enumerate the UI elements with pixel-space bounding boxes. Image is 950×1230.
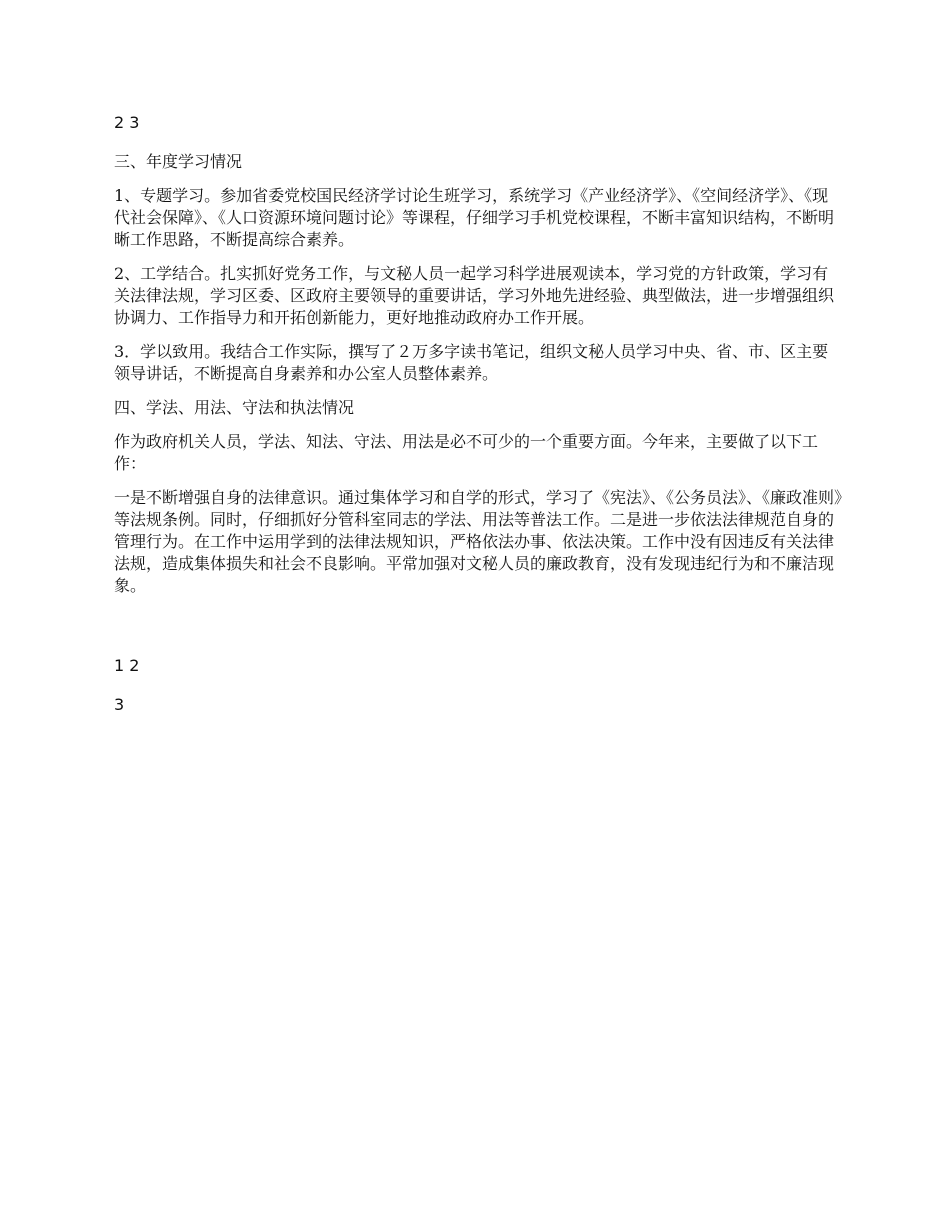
top-page-number: 2 3 (114, 113, 140, 132)
paragraph-item-2: 2、工学结合。扎实抓好党务工作，与文秘人员一起学习科学进展观读本，学习党的方针政策，学习有关法律法规，学习区委、区政府主要领导的重要讲话，学习外地先进经验、典型做法，进一步增强组织协调力、工作指导力和开拓创新能力，更好地推动政府办工作开展。 (114, 264, 835, 327)
spacer (114, 173, 842, 185)
spacer (114, 597, 842, 655)
spacer (114, 677, 842, 694)
section-4-heading: 四、学法、用法、守法和执法情况 (114, 398, 355, 417)
paragraph-item-1: 1、专题学习。参加省委党校国民经济学讨论生班学习，系统学习《产业经济学》、《空间经济学》、《现代社会保障》、《人口资源环境问题讨论》等课程，仔细学习手机党校课程，不断丰富知识结构，不断明晰工作思路，不断提高综合素养。 (114, 186, 835, 249)
spacer (114, 475, 842, 487)
document-body (114, 112, 842, 716)
spacer (114, 134, 842, 151)
spacer (114, 329, 842, 341)
section-3-heading: 三、年度学习情况 (114, 152, 243, 171)
spacer (114, 385, 842, 397)
spacer (114, 251, 842, 263)
paragraph-body: 一是不断增强自身的法律意识。通过集体学习和自学的形式，学习了《宪法》、《公务员法》、《廉政准则》等法规条例。同时，仔细抓好分管科室同志的学法、用法等普法工作。二是进一步依法法律规范自身的管理行为。在工作中运用学到的法律法规知识，严格依法办事、依法决策。工作中没有因违反有关法律法规，造成集体损失和社会不良影响。平常加强对文秘人员的廉政教育，没有发现违纪行为和不廉洁现象。 (114, 488, 843, 595)
spacer (114, 419, 842, 431)
bottom-page-number-line-1: 1 2 (114, 656, 140, 675)
paragraph-item-3: 3．学以致用。我结合工作实际，撰写了２万多字读书笔记，组织文秘人员学习中央、省、市、区主要领导讲话，不断提高自身素养和办公室人员整体素养。 (114, 342, 829, 383)
bottom-page-number-line-2: 3 (114, 695, 125, 714)
paragraph-intro: 作为政府机关人员，学法、知法、守法、用法是必不可少的一个重要方面。今年来，主要做了以下工作： (114, 432, 819, 473)
